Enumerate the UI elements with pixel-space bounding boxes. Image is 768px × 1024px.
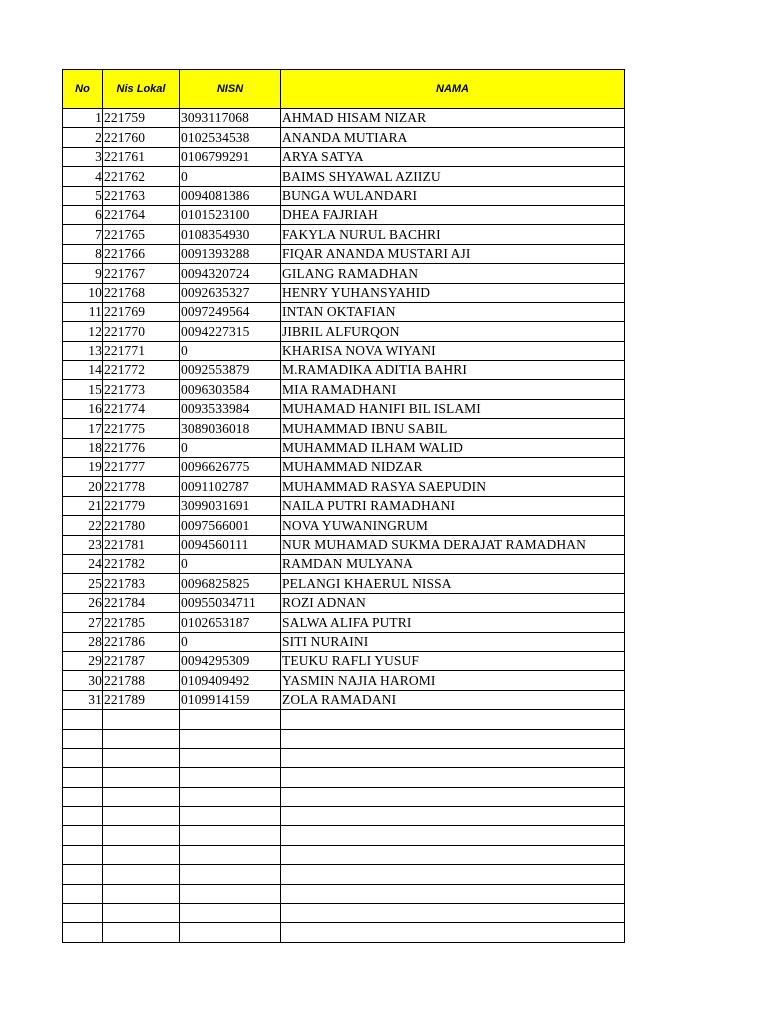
empty-cell (103, 826, 180, 845)
empty-row (63, 729, 625, 748)
empty-cell (281, 923, 625, 942)
cell-nama: MUHAMMAD NIDZAR (281, 458, 625, 477)
cell-nama: KHARISA NOVA WIYANI (281, 341, 625, 360)
empty-cell (180, 845, 281, 864)
empty-cell (103, 787, 180, 806)
cell-no: 20 (63, 477, 103, 496)
cell-nis-lokal: 221776 (103, 438, 180, 457)
table-row (63, 128, 625, 147)
header-nis-lokal: Nis Lokal (103, 70, 180, 109)
cell-no: 15 (63, 380, 103, 399)
cell-nisn: 0097249564 (180, 302, 281, 321)
table-row (63, 651, 625, 670)
empty-cell (103, 865, 180, 884)
empty-cell (63, 729, 103, 748)
table-row (63, 496, 625, 515)
empty-cell (281, 787, 625, 806)
empty-cell (180, 787, 281, 806)
cell-nis-lokal: 221763 (103, 186, 180, 205)
empty-cell (103, 807, 180, 826)
cell-nis-lokal: 221767 (103, 264, 180, 283)
cell-nis-lokal: 221779 (103, 496, 180, 515)
header-no: No (63, 70, 103, 109)
cell-nama: MIA RAMADHANI (281, 380, 625, 399)
cell-nis-lokal: 221789 (103, 690, 180, 709)
cell-no: 27 (63, 613, 103, 632)
cell-nis-lokal: 221762 (103, 167, 180, 186)
cell-nama: FAKYLA NURUL BACHRI (281, 225, 625, 244)
cell-nisn: 0106799291 (180, 147, 281, 166)
empty-cell (281, 884, 625, 903)
empty-row (63, 768, 625, 787)
cell-nis-lokal: 221778 (103, 477, 180, 496)
cell-nama: ROZI ADNAN (281, 593, 625, 612)
empty-cell (63, 807, 103, 826)
cell-no: 6 (63, 205, 103, 224)
table-row (63, 109, 625, 128)
cell-nisn: 0 (180, 167, 281, 186)
cell-nisn: 0094081386 (180, 186, 281, 205)
empty-cell (180, 884, 281, 903)
table-row (63, 186, 625, 205)
empty-row (63, 865, 625, 884)
cell-no: 1 (63, 109, 103, 128)
cell-nama: GILANG RAMADHAN (281, 264, 625, 283)
cell-nisn: 0094295309 (180, 651, 281, 670)
cell-nis-lokal: 221774 (103, 399, 180, 418)
cell-no: 29 (63, 651, 103, 670)
cell-no: 14 (63, 361, 103, 380)
cell-no: 16 (63, 399, 103, 418)
cell-nama: M.RAMADIKA ADITIA BAHRI (281, 361, 625, 380)
cell-nisn: 0102534538 (180, 128, 281, 147)
table-row (63, 205, 625, 224)
table-row (63, 516, 625, 535)
cell-nama: MUHAMAD HANIFI BIL ISLAMI (281, 399, 625, 418)
cell-no: 23 (63, 535, 103, 554)
empty-row (63, 807, 625, 826)
empty-cell (180, 807, 281, 826)
empty-cell (180, 768, 281, 787)
cell-nis-lokal: 221772 (103, 361, 180, 380)
cell-nisn: 0 (180, 632, 281, 651)
empty-cell (281, 807, 625, 826)
cell-nisn: 0109914159 (180, 690, 281, 709)
cell-nis-lokal: 221784 (103, 593, 180, 612)
table-row (63, 283, 625, 302)
cell-no: 9 (63, 264, 103, 283)
empty-cell (281, 710, 625, 729)
cell-nisn: 0102653187 (180, 613, 281, 632)
empty-cell (180, 826, 281, 845)
empty-row (63, 923, 625, 942)
cell-nama: ZOLA RAMADANI (281, 690, 625, 709)
empty-cell (103, 729, 180, 748)
cell-nama: BAIMS SHYAWAL AZIIZU (281, 167, 625, 186)
empty-cell (63, 884, 103, 903)
cell-nama: SITI NURAINI (281, 632, 625, 651)
cell-no: 2 (63, 128, 103, 147)
cell-nama: AHMAD HISAM NIZAR (281, 109, 625, 128)
cell-nama: SALWA ALIFA PUTRI (281, 613, 625, 632)
cell-no: 5 (63, 186, 103, 205)
empty-cell (103, 845, 180, 864)
cell-nisn: 0109409492 (180, 671, 281, 690)
cell-no: 25 (63, 574, 103, 593)
cell-no: 4 (63, 167, 103, 186)
student-table (62, 69, 625, 943)
cell-nisn: 0 (180, 554, 281, 573)
empty-cell (63, 748, 103, 767)
empty-cell (63, 710, 103, 729)
cell-nis-lokal: 221788 (103, 671, 180, 690)
cell-nisn: 0091102787 (180, 477, 281, 496)
empty-cell (63, 904, 103, 923)
table-row (63, 535, 625, 554)
table-row (63, 225, 625, 244)
table-row (63, 477, 625, 496)
table-row (63, 244, 625, 263)
cell-nisn: 0096626775 (180, 458, 281, 477)
cell-nama: FIQAR ANANDA MUSTARI AJI (281, 244, 625, 263)
cell-nisn: 00955034711 (180, 593, 281, 612)
cell-nis-lokal: 221786 (103, 632, 180, 651)
empty-cell (63, 826, 103, 845)
cell-nis-lokal: 221781 (103, 535, 180, 554)
empty-cell (103, 710, 180, 729)
cell-nis-lokal: 221766 (103, 244, 180, 263)
cell-no: 8 (63, 244, 103, 263)
cell-nama: BUNGA WULANDARI (281, 186, 625, 205)
table-row (63, 419, 625, 438)
cell-nisn: 0 (180, 341, 281, 360)
table-row (63, 632, 625, 651)
cell-nisn: 0101523100 (180, 205, 281, 224)
table-body (63, 109, 625, 943)
cell-nis-lokal: 221771 (103, 341, 180, 360)
cell-nisn: 0108354930 (180, 225, 281, 244)
table-row (63, 458, 625, 477)
cell-nama: YASMIN NAJIA HAROMI (281, 671, 625, 690)
empty-cell (180, 865, 281, 884)
empty-cell (281, 748, 625, 767)
cell-nama: INTAN OKTAFIAN (281, 302, 625, 321)
cell-nis-lokal: 221785 (103, 613, 180, 632)
cell-nama: HENRY YUHANSYAHID (281, 283, 625, 302)
cell-nis-lokal: 221770 (103, 322, 180, 341)
cell-nisn: 0097566001 (180, 516, 281, 535)
empty-row (63, 710, 625, 729)
empty-cell (63, 845, 103, 864)
table-row (63, 438, 625, 457)
empty-cell (103, 768, 180, 787)
cell-nis-lokal: 221773 (103, 380, 180, 399)
cell-nis-lokal: 221769 (103, 302, 180, 321)
cell-nisn: 3089036018 (180, 419, 281, 438)
cell-no: 13 (63, 341, 103, 360)
cell-nis-lokal: 221780 (103, 516, 180, 535)
cell-nis-lokal: 221787 (103, 651, 180, 670)
table-row (63, 147, 625, 166)
empty-cell (281, 865, 625, 884)
empty-row (63, 884, 625, 903)
cell-nisn: 0 (180, 438, 281, 457)
cell-no: 30 (63, 671, 103, 690)
cell-nama: ARYA SATYA (281, 147, 625, 166)
header-nisn: NISN (180, 70, 281, 109)
cell-no: 21 (63, 496, 103, 515)
table-row (63, 613, 625, 632)
table-row (63, 593, 625, 612)
table-row (63, 264, 625, 283)
empty-row (63, 826, 625, 845)
cell-no: 12 (63, 322, 103, 341)
cell-nis-lokal: 221764 (103, 205, 180, 224)
cell-no: 17 (63, 419, 103, 438)
table-row (63, 167, 625, 186)
cell-nisn: 0094320724 (180, 264, 281, 283)
empty-cell (281, 826, 625, 845)
cell-nisn: 0091393288 (180, 244, 281, 263)
cell-nisn: 0094560111 (180, 535, 281, 554)
empty-cell (103, 748, 180, 767)
cell-nama: MUHAMMAD ILHAM WALID (281, 438, 625, 457)
cell-no: 22 (63, 516, 103, 535)
cell-no: 18 (63, 438, 103, 457)
cell-nis-lokal: 221765 (103, 225, 180, 244)
empty-cell (180, 710, 281, 729)
cell-nisn: 0094227315 (180, 322, 281, 341)
cell-nis-lokal: 221777 (103, 458, 180, 477)
table-row (63, 322, 625, 341)
cell-nisn: 0093533984 (180, 399, 281, 418)
header-row (63, 70, 625, 109)
cell-nama: MUHAMMAD RASYA SAEPUDIN (281, 477, 625, 496)
cell-no: 31 (63, 690, 103, 709)
cell-nama: NOVA YUWANINGRUM (281, 516, 625, 535)
empty-cell (180, 748, 281, 767)
cell-nis-lokal: 221761 (103, 147, 180, 166)
cell-nis-lokal: 221768 (103, 283, 180, 302)
empty-cell (103, 884, 180, 903)
empty-cell (63, 865, 103, 884)
cell-nama: RAMDAN MULYANA (281, 554, 625, 573)
cell-no: 28 (63, 632, 103, 651)
table-row (63, 690, 625, 709)
cell-nisn: 3099031691 (180, 496, 281, 515)
cell-no: 19 (63, 458, 103, 477)
cell-no: 10 (63, 283, 103, 302)
cell-nama: NAILA PUTRI RAMADHANI (281, 496, 625, 515)
empty-cell (180, 729, 281, 748)
cell-no: 7 (63, 225, 103, 244)
cell-nis-lokal: 221759 (103, 109, 180, 128)
table-row (63, 574, 625, 593)
cell-nisn: 3093117068 (180, 109, 281, 128)
empty-cell (281, 904, 625, 923)
empty-row (63, 845, 625, 864)
cell-nama: ANANDA MUTIARA (281, 128, 625, 147)
cell-nisn: 0092553879 (180, 361, 281, 380)
table-row (63, 341, 625, 360)
table-row (63, 302, 625, 321)
table-row (63, 380, 625, 399)
empty-row (63, 904, 625, 923)
cell-nama: JIBRIL ALFURQON (281, 322, 625, 341)
empty-cell (180, 923, 281, 942)
empty-cell (103, 923, 180, 942)
empty-cell (103, 904, 180, 923)
cell-no: 24 (63, 554, 103, 573)
empty-cell (281, 845, 625, 864)
empty-row (63, 748, 625, 767)
cell-nama: MUHAMMAD IBNU SABIL (281, 419, 625, 438)
table-row (63, 554, 625, 573)
cell-nisn: 0092635327 (180, 283, 281, 302)
empty-cell (180, 904, 281, 923)
empty-row (63, 787, 625, 806)
cell-no: 11 (63, 302, 103, 321)
table-row (63, 361, 625, 380)
cell-nis-lokal: 221783 (103, 574, 180, 593)
cell-nisn: 0096303584 (180, 380, 281, 399)
cell-nisn: 0096825825 (180, 574, 281, 593)
cell-nama: PELANGI KHAERUL NISSA (281, 574, 625, 593)
cell-no: 3 (63, 147, 103, 166)
cell-nama: TEUKU RAFLI YUSUF (281, 651, 625, 670)
empty-cell (63, 787, 103, 806)
cell-nis-lokal: 221760 (103, 128, 180, 147)
empty-cell (281, 729, 625, 748)
empty-cell (281, 768, 625, 787)
cell-no: 26 (63, 593, 103, 612)
cell-nis-lokal: 221775 (103, 419, 180, 438)
header-nama: NAMA (281, 70, 625, 109)
cell-nama: DHEA FAJRIAH (281, 205, 625, 224)
cell-nis-lokal: 221782 (103, 554, 180, 573)
empty-cell (63, 923, 103, 942)
cell-nama: NUR MUHAMAD SUKMA DERAJAT RAMADHAN (281, 535, 625, 554)
empty-cell (63, 768, 103, 787)
table-row (63, 671, 625, 690)
table-row (63, 399, 625, 418)
